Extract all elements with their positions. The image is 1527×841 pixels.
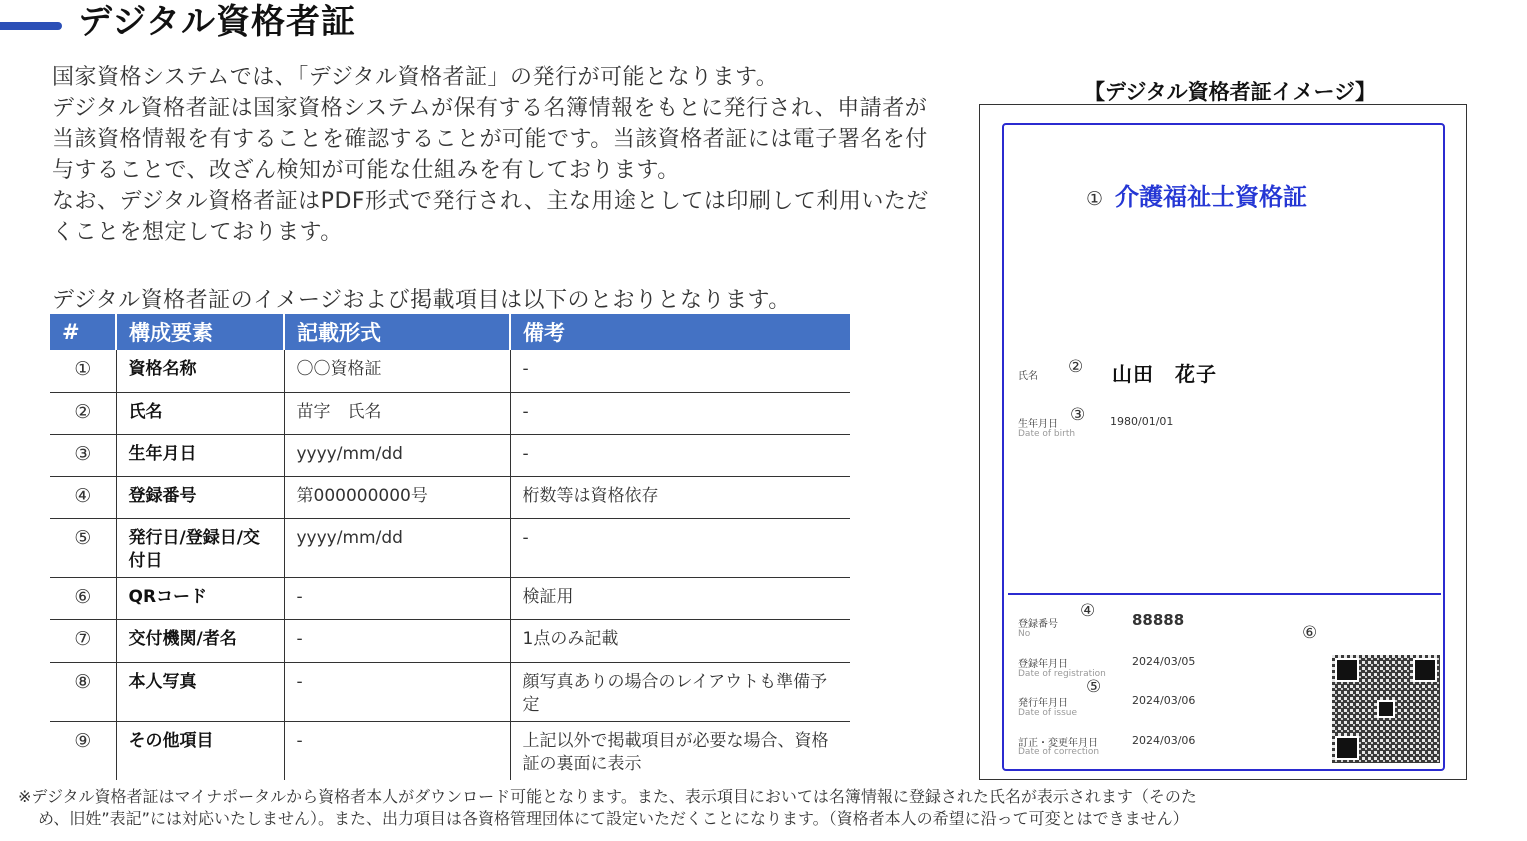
marker-5: ⑤ (1086, 677, 1102, 697)
row-format: - (284, 577, 510, 619)
birth-sub-label: Date of birth (1018, 429, 1076, 439)
correction-sub-label: Date of correction (1018, 747, 1100, 757)
certificate-divider (1008, 593, 1441, 595)
header-notes: 備考 (510, 314, 850, 350)
reg-date-sub-label: Date of registration (1018, 669, 1106, 679)
row-notes: 顔写真ありの場合のレイアウトも準備予定 (510, 662, 850, 721)
row-format: - (284, 721, 510, 780)
intro-paragraph-2: デジタル資格者証は国家資格システムが保有する名簿情報をもとに発行され、申請者が当該資格情報を有することを確認することが可能です。当該資格者証には電子署名を付与することで、改ざん検知が可能な仕組みを有しております。 (52, 96, 928, 183)
marker-1: ① (1086, 188, 1104, 210)
certificate-caption: 【デジタル資格者証イメージ】 (1083, 80, 1377, 104)
certificate-card (1002, 123, 1445, 771)
row-notes: 1点のみ記載 (510, 619, 850, 662)
header-num: # (50, 314, 116, 350)
issue-label: 発行年月日 (1018, 698, 1068, 709)
row-element: 登録番号 (116, 476, 284, 518)
row-format: yyyy/mm/dd (284, 518, 510, 577)
marker-6: ⑥ (1302, 623, 1318, 643)
row-num: ② (50, 392, 116, 434)
row-notes: - (510, 350, 850, 392)
spec-table (50, 314, 850, 780)
correction-value: 2024/03/06 (1132, 734, 1196, 747)
table-row (50, 350, 850, 392)
row-element: その他項目 (116, 721, 284, 780)
row-element: 交付機関/者名 (116, 619, 284, 662)
row-format: - (284, 619, 510, 662)
row-element: 発行日/登録日/交付日 (116, 518, 284, 577)
row-num: ⑥ (50, 577, 116, 619)
row-format: 第000000000号 (284, 476, 510, 518)
row-notes: 桁数等は資格依存 (510, 476, 850, 518)
table-row (50, 662, 850, 721)
row-num: ⑨ (50, 721, 116, 780)
certificate-image-frame (979, 104, 1467, 780)
row-num: ① (50, 350, 116, 392)
footnote-line-2: め、旧姓”表記”には対応いたしません）。また、出力項目は各資格管理団体にて設定いただくことになります。（資格者本人の希望に沿って可変とはできません） (38, 809, 1189, 828)
table-row (50, 518, 850, 577)
row-element: 氏名 (116, 392, 284, 434)
reg-no-label: 登録番号 (1018, 619, 1058, 630)
row-format: yyyy/mm/dd (284, 434, 510, 476)
correction-label: 訂正・変更年月日 (1018, 738, 1098, 749)
row-num: ⑤ (50, 518, 116, 577)
row-num: ⑦ (50, 619, 116, 662)
row-element: 資格名称 (116, 350, 284, 392)
row-format: - (284, 662, 510, 721)
reg-no-value: 88888 (1132, 611, 1185, 629)
row-num: ③ (50, 434, 116, 476)
table-header-row (50, 314, 850, 350)
marker-2: ② (1068, 357, 1084, 377)
row-notes: - (510, 392, 850, 434)
row-format: 〇〇資格証 (284, 350, 510, 392)
reg-date-value: 2024/03/05 (1132, 655, 1196, 668)
name-label: 氏名 (1018, 371, 1038, 382)
issue-sub-label: Date of issue (1018, 708, 1078, 718)
header-element: 構成要素 (116, 314, 284, 350)
title-accent-bar (0, 22, 62, 30)
table-row (50, 434, 850, 476)
name-value: 山田 花子 (1112, 362, 1217, 386)
row-notes: 検証用 (510, 577, 850, 619)
row-notes: - (510, 518, 850, 577)
reg-date-label: 登録年月日 (1018, 659, 1068, 670)
reg-no-sub-label: No (1018, 629, 1031, 639)
certificate-title-text: 介護福祉士資格証 (1115, 183, 1308, 211)
page-title: デジタル資格者証 (78, 2, 356, 42)
intro-paragraph-3: なお、デジタル資格者証はPDF形式で発行され、主な用途としては印刷して利用いただくことを想定しております。 (52, 189, 929, 245)
row-element: 本人写真 (116, 662, 284, 721)
header-format: 記載形式 (284, 314, 510, 350)
row-element: 生年月日 (116, 434, 284, 476)
row-notes: - (510, 434, 850, 476)
row-notes: 上記以外で掲載項目が必要な場合、資格証の裏面に表示 (522, 730, 829, 774)
marker-3: ③ (1070, 405, 1086, 425)
intro-text (52, 62, 942, 248)
table-row (50, 392, 850, 434)
row-num: ④ (50, 476, 116, 518)
issue-value: 2024/03/06 (1132, 694, 1196, 707)
table-row (50, 721, 850, 780)
birth-label: 生年月日 (1018, 419, 1058, 430)
marker-4: ④ (1080, 601, 1096, 621)
table-row (50, 577, 850, 619)
row-num: ⑧ (50, 662, 116, 721)
footnote (18, 786, 1458, 830)
table-intro: デジタル資格者証のイメージおよび掲載項目は以下のとおりとなります。 (52, 288, 791, 313)
intro-paragraph-1: 国家資格システムでは、「デジタル資格者証」の発行が可能となります。 (52, 65, 779, 90)
footnote-line-1: ※デジタル資格者証はマイナポータルから資格者本人がダウンロード可能となります。また、表示項目においては名簿情報に登録された氏名が表示されます（そのた (18, 787, 1197, 806)
table-row (50, 476, 850, 518)
certificate-title (1086, 177, 1307, 212)
birth-value: 1980/01/01 (1110, 415, 1174, 428)
table-row (50, 619, 850, 662)
row-element: QRコード (116, 577, 284, 619)
row-format: 苗字 氏名 (284, 392, 510, 434)
qr-code (1332, 655, 1440, 763)
